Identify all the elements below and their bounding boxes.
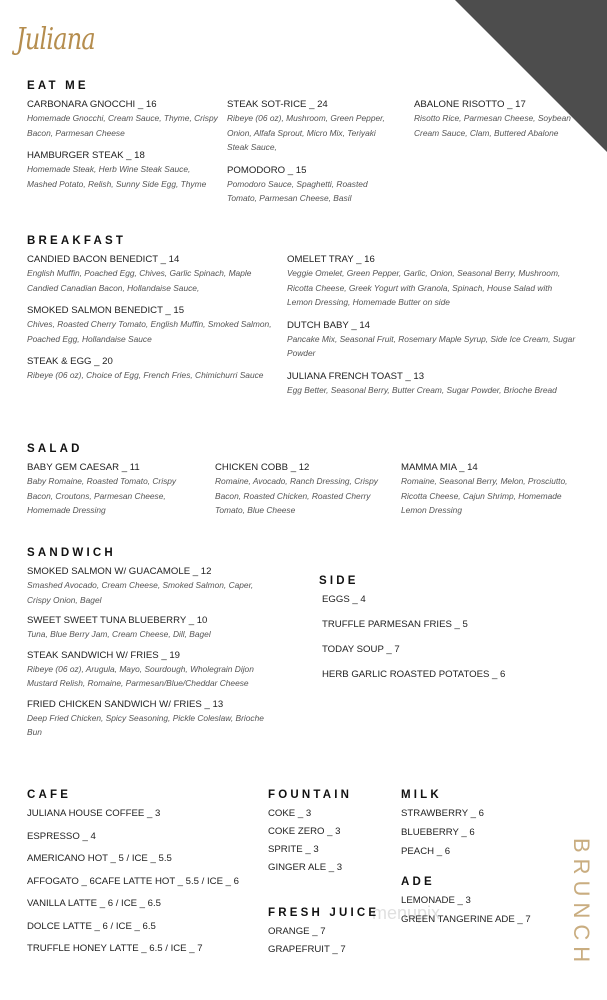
section-heading: SIDE <box>319 575 359 587</box>
menu-item-description: Ribeye (06 oz), Choice of Egg, French Fries, Chimichurri Sauce <box>27 370 264 380</box>
menu-item <box>287 319 577 361</box>
menu-item-name: SMOKED SALMON W/ GUACAMOLE _ 12 <box>27 566 212 577</box>
menu-column <box>268 807 388 874</box>
menu-item-description: Romaine, Avocado, Ranch Dressing, Crispy Bacon, Roasted Chicken, Roasted Cherry Tomato, Blue Cheese <box>215 476 378 515</box>
menu-item <box>401 807 551 820</box>
menu-item-name: CANDIED BACON BENEDICT _ 14 <box>27 254 180 265</box>
menu-item-description: Risotto Rice, Parmesan Cheese, Soybean Cream Sauce, Clam, Buttered Abalone <box>414 113 571 138</box>
menu-item <box>268 843 388 856</box>
menu-item-name: ORANGE _ 7 <box>268 926 326 937</box>
section-side <box>319 575 559 693</box>
menu-item-name: AFFOGATO _ 6CAFE LATTE HOT _ 5.5 / ICE _ 6 <box>27 875 240 887</box>
menu-item-name: CARBONARA GNOCCHI _ 16 <box>27 99 157 110</box>
section-fresh-juice <box>268 907 388 961</box>
menu-item <box>27 98 222 140</box>
menu-item-name: DUTCH BABY _ 14 <box>287 319 370 331</box>
menu-item-description: Veggie Omelet, Green Pepper, Garlic, Onion, Seasonal Berry, Mushroom, Ricotta Cheese, Greek Yogurt with Granola, Spinach, House Salad with Lemon Dressing, Homemade Butter on side <box>287 268 561 307</box>
menu-column <box>401 894 561 926</box>
section-fountain <box>268 789 388 879</box>
menu-item-name: JULIANA HOUSE COFFEE _ 3 <box>27 808 161 819</box>
menu-item-name: GREEN TANGERINE ADE _ 7 <box>401 914 531 925</box>
menu-item <box>27 897 257 910</box>
logo: Juliana <box>16 22 95 57</box>
menu-item-name: POMODORO _ 15 <box>227 164 307 176</box>
menu-item <box>414 98 594 140</box>
menu-item-name: SWEET SWEET TUNA BLUEBERRY _ 10 <box>27 615 208 626</box>
menu-column <box>27 98 222 191</box>
menu-item <box>401 913 561 926</box>
menu-item <box>287 253 577 310</box>
menu-item-description: Baby Romaine, Roasted Tomato, Crispy Bacon, Croutons, Parmesan Cheese, Homemade Dressing <box>27 476 177 515</box>
menu-item-name: BLUEBERRY _ 6 <box>401 827 475 838</box>
section-heading: MILK <box>401 789 442 801</box>
section-heading: ADE <box>401 876 435 888</box>
menu-item-name: SPRITE _ 3 <box>268 844 319 855</box>
section-heading: BREAKFAST <box>27 235 127 247</box>
menu-item <box>27 614 267 642</box>
menu-item-description: Chives, Roasted Cherry Tomato, English Muffin, Smoked Salmon, Poached Egg, Hollandaise Sauce <box>27 319 272 344</box>
menu-item-name: STEAK & EGG _ 20 <box>27 356 113 367</box>
menu-item-name: JULIANA FRENCH TOAST _ 13 <box>287 370 425 382</box>
menu-item-name: STRAWBERRY _ 6 <box>401 808 484 819</box>
menu-item <box>27 698 267 740</box>
section-heading: EAT ME <box>27 80 89 92</box>
section-cafe <box>27 789 257 965</box>
menu-item <box>322 643 562 656</box>
menu-item <box>268 807 388 820</box>
menu-item-name: SMOKED SALMON BENEDICT _ 15 <box>27 305 185 316</box>
menu-item <box>401 826 551 839</box>
menu-column <box>27 565 267 740</box>
menu-item-name: ESPRESSO _ 4 <box>27 830 96 842</box>
menu-column <box>27 253 277 383</box>
menu-item <box>322 593 562 606</box>
section-breakfast <box>27 235 576 395</box>
section-heading: SANDWICH <box>27 547 116 559</box>
menu-item-name: PEACH _ 6 <box>401 846 451 857</box>
menu-item <box>287 370 577 398</box>
menu-column <box>227 98 397 215</box>
menu-item-description: Egg Better, Seasonal Berry, Butter Cream, Sugar Powder, Brioche Bread <box>287 384 557 395</box>
menu-item <box>322 618 562 631</box>
menu-item-name: VANILLA LATTE _ 6 / ICE _ 6.5 <box>27 898 162 909</box>
section-ade <box>401 876 561 932</box>
section-eat-me <box>27 80 571 203</box>
menu-item <box>27 852 257 865</box>
menu-column <box>27 807 257 955</box>
menu-column <box>322 593 562 681</box>
section-heading: FRESH JUICE <box>268 907 380 919</box>
menu-item <box>268 943 388 956</box>
menu-item-description: Homemade Gnocchi, Cream Sauce, Thyme, Crispy Bacon, Parmesan Cheese <box>27 113 218 138</box>
menu-item <box>268 925 388 938</box>
menu-item-name: TRUFFLE HONEY LATTE _ 6.5 / ICE _ 7 <box>27 943 203 954</box>
menu-item <box>268 861 388 874</box>
menu-item <box>401 845 551 858</box>
menu-item-name: LEMONADE _ 3 <box>401 895 471 906</box>
menu-item-name: TRUFFLE PARMESAN FRIES _ 5 <box>322 619 468 630</box>
menu-item-description: Homemade Steak, Herb Wine Steak Sauce, Mashed Potato, Relish, Sunny Side Egg, Thyme <box>27 164 207 189</box>
menu-column <box>268 925 388 956</box>
menu-item <box>27 253 277 295</box>
menu-item-name: ABALONE RISOTTO _ 17 <box>414 99 526 110</box>
menu-item <box>27 355 277 383</box>
brunch-side-label: BRUNCH <box>569 838 594 969</box>
menu-item <box>322 668 562 681</box>
menu-item-name: COKE _ 3 <box>268 808 312 819</box>
menu-item-name: DOLCE LATTE _ 6 / ICE _ 6.5 <box>27 920 156 932</box>
menu-item <box>27 920 257 933</box>
menu-item-description: Pancake Mix, Seasonal Fruit, Rosemary Maple Syrup, Side Ice Cream, Sugar Powder <box>287 333 576 358</box>
menu-item <box>27 461 197 518</box>
menu-item-name: MAMMA MIA _ 14 <box>401 462 478 473</box>
menu-item <box>27 830 257 843</box>
menu-item <box>401 894 561 907</box>
menu-item-description: Pomodoro Sauce, Spaghetti, Roasted Tomato, Parmesan Cheese, Basil <box>227 178 368 203</box>
section-heading: FOUNTAIN <box>268 789 353 801</box>
menu-item-name: EGGS _ 4 <box>322 594 366 605</box>
menu-column <box>27 461 197 518</box>
menu-item-name: STEAK SOT-RICE _ 24 <box>227 99 328 110</box>
section-milk <box>401 789 551 864</box>
menu-item-description: English Muffin, Poached Egg, Chives, Garlic Spinach, Maple Candied Canadian Bacon, Hollandaise Sauce, <box>27 268 252 293</box>
menu-item-description: Smashed Avocado, Cream Cheese, Smoked Salmon, Caper, Crispy Onion, Bagel <box>27 580 254 605</box>
menu-column <box>414 98 594 149</box>
menu-item <box>27 565 267 607</box>
menu-item-name: HAMBURGER STEAK _ 18 <box>27 150 145 161</box>
watermark: menupix <box>372 903 441 923</box>
menu-item <box>227 164 397 206</box>
menu-item <box>401 461 581 518</box>
menu-item-description: Deep Fried Chicken, Spicy Seasoning, Pickle Coleslaw, Brioche Bun <box>27 712 264 737</box>
menu-item-name: AMERICANO HOT _ 5 / ICE _ 5.5 <box>27 853 172 864</box>
menu-item-name: STEAK SANDWICH W/ FRIES _ 19 <box>27 649 180 661</box>
menu-item-description: Ribeye (06 oz), Arugula, Mayo, Sourdough, Wholegrain Dijon Mustard Relish, Romaine, Parmesan/Blue/Cheddar Cheese <box>27 663 254 688</box>
menu-item-name: FRIED CHICKEN SANDWICH W/ FRIES _ 13 <box>27 698 224 710</box>
menu-item-name: BABY GEM CAESAR _ 11 <box>27 462 140 473</box>
menu-item <box>27 875 257 888</box>
menu-item-name: GRAPEFRUIT _ 7 <box>268 944 346 955</box>
menu-column <box>401 807 551 858</box>
section-sandwich <box>27 547 267 747</box>
menu-item-name: HERB GARLIC ROASTED POTATOES _ 6 <box>322 669 506 680</box>
menu-column <box>287 253 577 406</box>
menu-item <box>27 304 277 346</box>
menu-item-name: COKE ZERO _ 3 <box>268 826 341 837</box>
menu-item-name: TODAY SOUP _ 7 <box>322 644 400 655</box>
menu-item-name: GINGER ALE _ 3 <box>268 862 343 873</box>
section-salad <box>27 443 568 527</box>
menu-item-description: Tuna, Blue Berry Jam, Cream Cheese, Dill, Bagel <box>27 629 211 639</box>
menu-item <box>27 649 267 691</box>
menu-column <box>401 461 581 527</box>
menu-item <box>268 825 388 838</box>
menu-item-description: Romaine, Seasonal Berry, Melon, Prosciutto, Ricotta Cheese, Cajun Shrimp, Homemade Lemon Dressing <box>401 476 568 515</box>
section-heading: SALAD <box>27 443 83 455</box>
menu-item <box>215 461 390 518</box>
menu-item <box>27 942 257 955</box>
menu-item <box>27 807 257 820</box>
section-heading: CAFE <box>27 789 72 801</box>
menu-item-name: OMELET TRAY _ 16 <box>287 254 375 265</box>
menu-item <box>227 98 397 155</box>
menu-item-name: CHICKEN COBB _ 12 <box>215 462 310 473</box>
menu-item-description: Ribeye (06 oz), Mushroom, Green Pepper, Onion, Alfafa Sprout, Micro Mix, Teriyaki Steak Sauce, <box>227 113 385 152</box>
menu-column <box>215 461 390 527</box>
menu-item <box>27 149 222 191</box>
